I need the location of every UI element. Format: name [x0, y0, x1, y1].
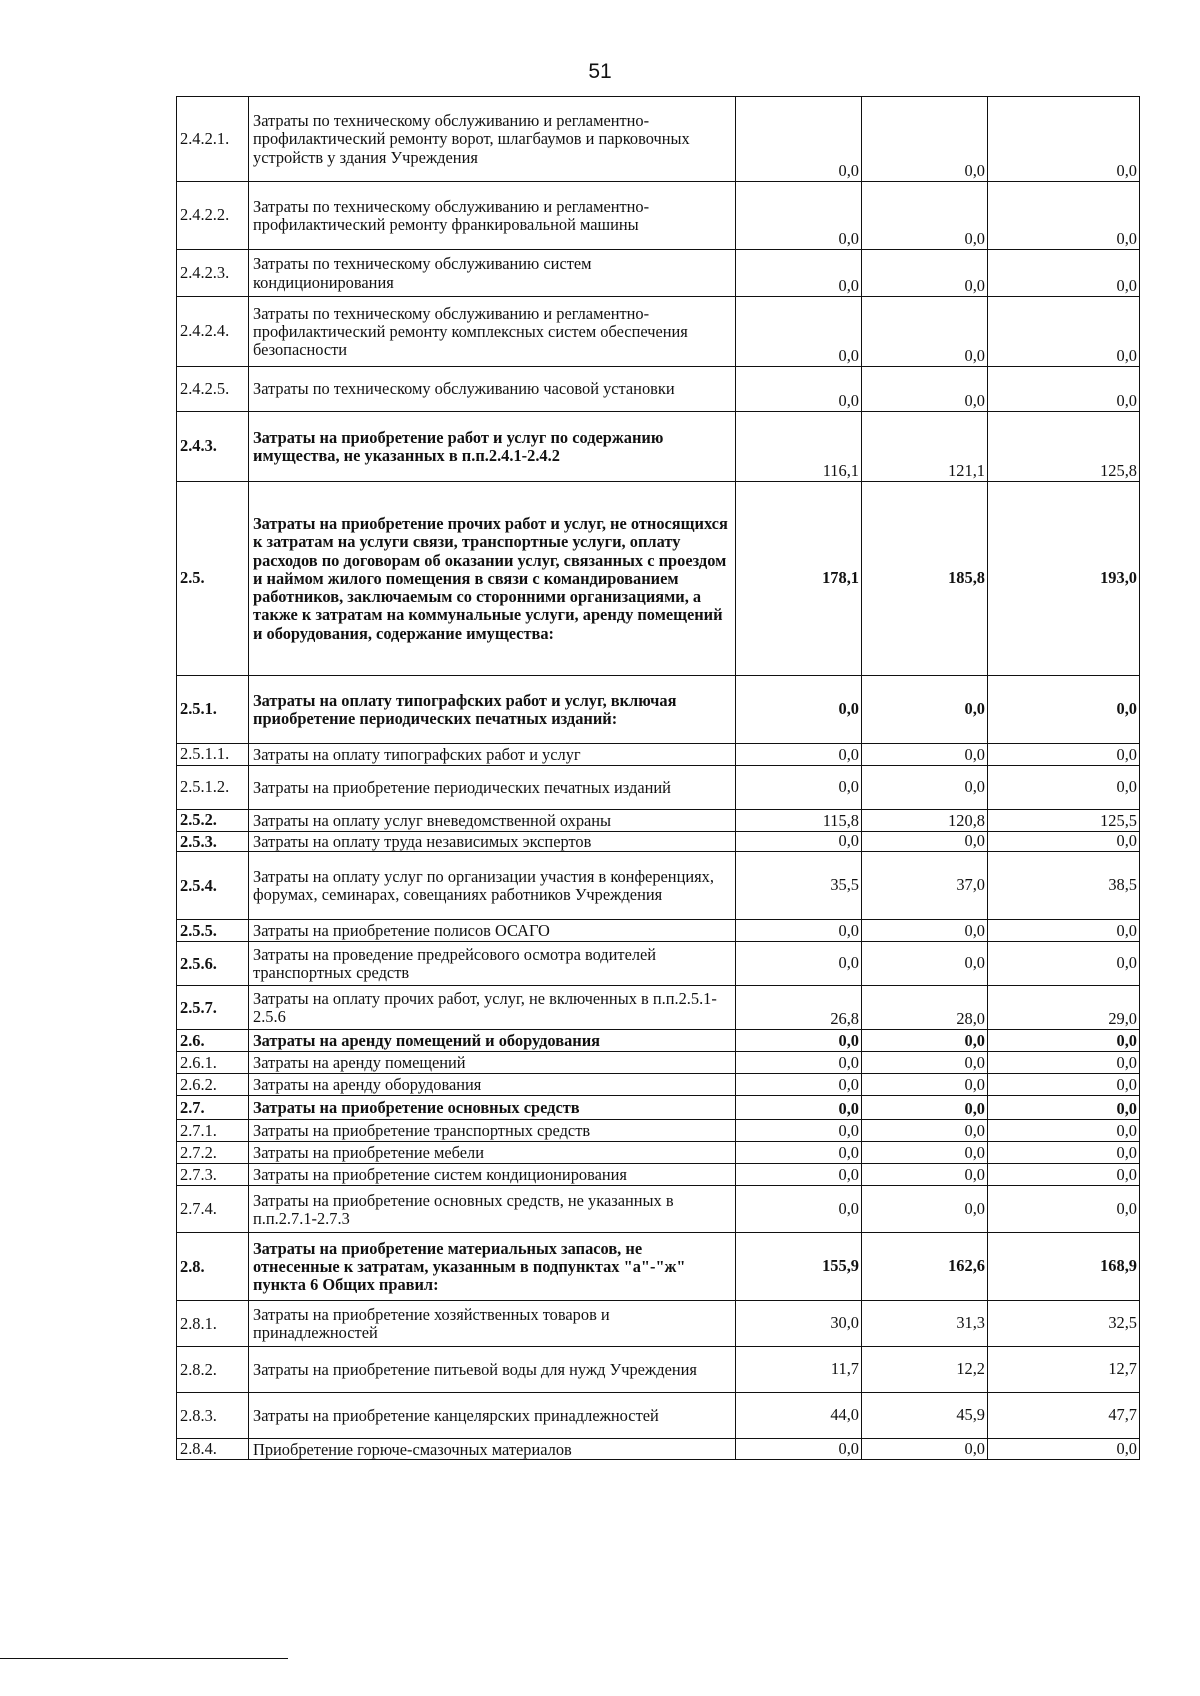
table-row: [177, 412, 1140, 482]
row-value-2: 0,0: [862, 250, 988, 297]
row-value-2: 0,0: [862, 367, 988, 412]
row-value-3: 38,5: [988, 852, 1140, 920]
row-code: 2.7.3.: [177, 1164, 249, 1186]
row-value-3: 0,0: [988, 920, 1140, 942]
row-description: Затраты на приобретение систем кондиционирования: [249, 1164, 736, 1186]
row-code: 2.5.1.: [177, 676, 249, 744]
row-code: 2.5.3.: [177, 832, 249, 852]
row-code: 2.8.1.: [177, 1301, 249, 1347]
table-row: [177, 1074, 1140, 1096]
table-row: [177, 1052, 1140, 1074]
row-code: 2.6.1.: [177, 1052, 249, 1074]
row-code: 2.7.2.: [177, 1142, 249, 1164]
row-value-3: 193,0: [988, 482, 1140, 676]
row-value-1: 44,0: [736, 1393, 862, 1439]
table-row: [177, 1142, 1140, 1164]
row-value-3: 0,0: [988, 1186, 1140, 1233]
row-code: 2.4.2.3.: [177, 250, 249, 297]
row-value-3: 125,5: [988, 810, 1140, 832]
table-row: [177, 1347, 1140, 1393]
budget-table: [176, 96, 1140, 1460]
row-description: Затраты на аренду оборудования: [249, 1074, 736, 1096]
row-value-1: 35,5: [736, 852, 862, 920]
row-value-3: 0,0: [988, 832, 1140, 852]
row-value-2: 0,0: [862, 1120, 988, 1142]
row-value-1: 0,0: [736, 1142, 862, 1164]
row-value-3: 168,9: [988, 1233, 1140, 1301]
row-value-1: 0,0: [736, 1052, 862, 1074]
page-number: 51: [588, 60, 612, 83]
row-description: Затраты на оплату типографских работ и услуг: [249, 744, 736, 766]
row-value-3: 0,0: [988, 1142, 1140, 1164]
row-description: Затраты на приобретение периодических печатных изданий: [249, 766, 736, 810]
table-row: [177, 676, 1140, 744]
row-description: Затраты на оплату прочих работ, услуг, не включенных в п.п.2.5.1-2.5.6: [249, 986, 736, 1030]
row-value-1: 0,0: [736, 1186, 862, 1233]
row-code: 2.8.: [177, 1233, 249, 1301]
row-value-1: 178,1: [736, 482, 862, 676]
table-row: [177, 1164, 1140, 1186]
row-value-3: 0,0: [988, 367, 1140, 412]
row-value-1: 0,0: [736, 367, 862, 412]
row-description: Затраты на приобретение мебели: [249, 1142, 736, 1164]
row-code: 2.6.2.: [177, 1074, 249, 1096]
row-value-1: 0,0: [736, 766, 862, 810]
table-row: [177, 1439, 1140, 1460]
table-row: [177, 766, 1140, 810]
row-value-1: 115,8: [736, 810, 862, 832]
row-value-2: 45,9: [862, 1393, 988, 1439]
row-value-3: 12,7: [988, 1347, 1140, 1393]
row-description: Затраты на приобретение канцелярских принадлежностей: [249, 1393, 736, 1439]
row-value-1: 0,0: [736, 97, 862, 182]
table-row: [177, 1393, 1140, 1439]
row-value-1: 30,0: [736, 1301, 862, 1347]
footnote-rule: [0, 1658, 288, 1659]
row-value-1: 116,1: [736, 412, 862, 482]
row-value-2: 12,2: [862, 1347, 988, 1393]
row-value-3: 29,0: [988, 986, 1140, 1030]
row-value-2: 0,0: [862, 1164, 988, 1186]
row-value-1: 0,0: [736, 676, 862, 744]
row-code: 2.4.2.4.: [177, 297, 249, 367]
row-description: Затраты на приобретение основных средств, не указанных в п.п.2.7.1-2.7.3: [249, 1186, 736, 1233]
table-row: [177, 1096, 1140, 1120]
row-value-2: 120,8: [862, 810, 988, 832]
table-row: [177, 1233, 1140, 1301]
row-description: Затраты на оплату услуг по организации участия в конференциях, форумах, семинарах, совещаниях работников Учреждения: [249, 852, 736, 920]
row-value-2: 37,0: [862, 852, 988, 920]
row-description: Затраты по техническому обслуживанию систем кондиционирования: [249, 250, 736, 297]
row-value-2: 0,0: [862, 942, 988, 986]
row-description: Затраты по техническому обслуживанию и регламентно-профилактический ремонту ворот, шлагбаумов и парковочных устройств у здания Учреждения: [249, 97, 736, 182]
row-code: 2.7.1.: [177, 1120, 249, 1142]
row-description: Затраты на приобретение полисов ОСАГО: [249, 920, 736, 942]
row-value-3: 0,0: [988, 297, 1140, 367]
table-row: [177, 1120, 1140, 1142]
row-value-3: 47,7: [988, 1393, 1140, 1439]
row-value-1: 0,0: [736, 297, 862, 367]
row-value-1: 0,0: [736, 832, 862, 852]
table-row: [177, 852, 1140, 920]
row-code: 2.5.: [177, 482, 249, 676]
row-description: Затраты на оплату труда независимых экспертов: [249, 832, 736, 852]
row-value-2: 0,0: [862, 920, 988, 942]
row-value-3: 0,0: [988, 97, 1140, 182]
table-row: [177, 920, 1140, 942]
row-code: 2.8.3.: [177, 1393, 249, 1439]
row-code: 2.8.2.: [177, 1347, 249, 1393]
row-description: Затраты по техническому обслуживанию часовой установки: [249, 367, 736, 412]
row-value-2: 0,0: [862, 297, 988, 367]
row-value-1: 0,0: [736, 1030, 862, 1052]
row-value-3: 0,0: [988, 1096, 1140, 1120]
row-description: Затраты на приобретение питьевой воды для нужд Учреждения: [249, 1347, 736, 1393]
table-row: [177, 986, 1140, 1030]
table-row: [177, 250, 1140, 297]
row-description: Затраты на приобретение материальных запасов, не отнесенные к затратам, указанным в подпунктах "а"-"ж" пункта 6 Общих правил:: [249, 1233, 736, 1301]
row-value-2: 121,1: [862, 412, 988, 482]
row-value-3: 0,0: [988, 1074, 1140, 1096]
row-value-3: 0,0: [988, 942, 1140, 986]
row-value-2: 0,0: [862, 1186, 988, 1233]
row-value-1: 0,0: [736, 250, 862, 297]
table-row: [177, 297, 1140, 367]
row-value-1: 0,0: [736, 920, 862, 942]
row-value-3: 0,0: [988, 1164, 1140, 1186]
row-code: 2.8.4.: [177, 1439, 249, 1460]
row-value-2: 0,0: [862, 1142, 988, 1164]
row-value-3: 0,0: [988, 766, 1140, 810]
table-body: [177, 97, 1140, 1460]
row-value-3: 0,0: [988, 1052, 1140, 1074]
row-value-1: 0,0: [736, 744, 862, 766]
row-value-1: 0,0: [736, 1439, 862, 1460]
table-row: [177, 1030, 1140, 1052]
row-code: 2.4.2.5.: [177, 367, 249, 412]
row-code: 2.7.: [177, 1096, 249, 1120]
row-value-2: 0,0: [862, 766, 988, 810]
row-value-3: 32,5: [988, 1301, 1140, 1347]
row-value-1: 0,0: [736, 942, 862, 986]
row-value-2: 0,0: [862, 1030, 988, 1052]
row-value-2: 0,0: [862, 1096, 988, 1120]
row-value-3: 0,0: [988, 676, 1140, 744]
row-value-2: 28,0: [862, 986, 988, 1030]
row-value-2: 0,0: [862, 1439, 988, 1460]
row-value-2: 162,6: [862, 1233, 988, 1301]
row-value-1: 0,0: [736, 1164, 862, 1186]
row-description: Затраты на приобретение хозяйственных товаров и принадлежностей: [249, 1301, 736, 1347]
table-row: [177, 182, 1140, 250]
row-value-2: 0,0: [862, 832, 988, 852]
row-value-3: 0,0: [988, 1030, 1140, 1052]
row-description: Затраты на приобретение транспортных средств: [249, 1120, 736, 1142]
row-code: 2.4.2.1.: [177, 97, 249, 182]
row-value-3: 0,0: [988, 744, 1140, 766]
row-code: 2.4.3.: [177, 412, 249, 482]
row-description: Затраты на проведение предрейсового осмотра водителей транспортных средств: [249, 942, 736, 986]
row-value-1: 11,7: [736, 1347, 862, 1393]
row-code: 2.5.4.: [177, 852, 249, 920]
table-row: [177, 367, 1140, 412]
table-row: [177, 810, 1140, 832]
row-value-1: 0,0: [736, 1074, 862, 1096]
table-row: [177, 744, 1140, 766]
row-description: Затраты на оплату типографских работ и услуг, включая приобретение периодических печатных изданий:: [249, 676, 736, 744]
row-code: 2.4.2.2.: [177, 182, 249, 250]
row-value-1: 0,0: [736, 182, 862, 250]
row-code: 2.5.5.: [177, 920, 249, 942]
table-row: [177, 832, 1140, 852]
row-value-1: 0,0: [736, 1120, 862, 1142]
row-value-2: 0,0: [862, 182, 988, 250]
table-row: [177, 942, 1140, 986]
table-row: [177, 1186, 1140, 1233]
row-code: 2.5.1.2.: [177, 766, 249, 810]
row-code: 2.6.: [177, 1030, 249, 1052]
row-description: Затраты на аренду помещений: [249, 1052, 736, 1074]
row-description: Приобретение горюче-смазочных материалов: [249, 1439, 736, 1460]
table-row: [177, 97, 1140, 182]
row-value-2: 185,8: [862, 482, 988, 676]
row-value-1: 0,0: [736, 1096, 862, 1120]
row-description: Затраты по техническому обслуживанию и регламентно-профилактический ремонту франкировальной машины: [249, 182, 736, 250]
row-value-3: 0,0: [988, 250, 1140, 297]
table-row: [177, 1301, 1140, 1347]
row-value-2: 31,3: [862, 1301, 988, 1347]
row-code: 2.5.6.: [177, 942, 249, 986]
row-value-1: 26,8: [736, 986, 862, 1030]
row-description: Затраты на приобретение прочих работ и услуг, не относящихся к затратам на услуги связи, транспортные услуги, оплату расходов по договорам об оказании услуг, связанных с проездом и наймом жилого помещения в связи с командированием работников, заключаемым со сторонними организациями, а также к затратам на коммунальные услуги, аренду помещений и оборудования, содержание имущества:: [249, 482, 736, 676]
row-description: Затраты по техническому обслуживанию и регламентно-профилактический ремонту комплексных систем обеспечения безопасности: [249, 297, 736, 367]
row-code: 2.7.4.: [177, 1186, 249, 1233]
row-value-2: 0,0: [862, 676, 988, 744]
row-code: 2.5.1.1.: [177, 744, 249, 766]
row-value-2: 0,0: [862, 97, 988, 182]
row-value-2: 0,0: [862, 1052, 988, 1074]
table-row: [177, 482, 1140, 676]
row-value-2: 0,0: [862, 1074, 988, 1096]
row-value-1: 155,9: [736, 1233, 862, 1301]
row-description: Затраты на приобретение работ и услуг по содержанию имущества, не указанных в п.п.2.4.1-2.4.2: [249, 412, 736, 482]
row-code: 2.5.2.: [177, 810, 249, 832]
row-description: Затраты на аренду помещений и оборудования: [249, 1030, 736, 1052]
row-value-2: 0,0: [862, 744, 988, 766]
row-value-3: 125,8: [988, 412, 1140, 482]
row-description: Затраты на приобретение основных средств: [249, 1096, 736, 1120]
row-description: Затраты на оплату услуг вневедомственной охраны: [249, 810, 736, 832]
row-value-3: 0,0: [988, 1439, 1140, 1460]
row-code: 2.5.7.: [177, 986, 249, 1030]
row-value-3: 0,0: [988, 1120, 1140, 1142]
row-value-3: 0,0: [988, 182, 1140, 250]
